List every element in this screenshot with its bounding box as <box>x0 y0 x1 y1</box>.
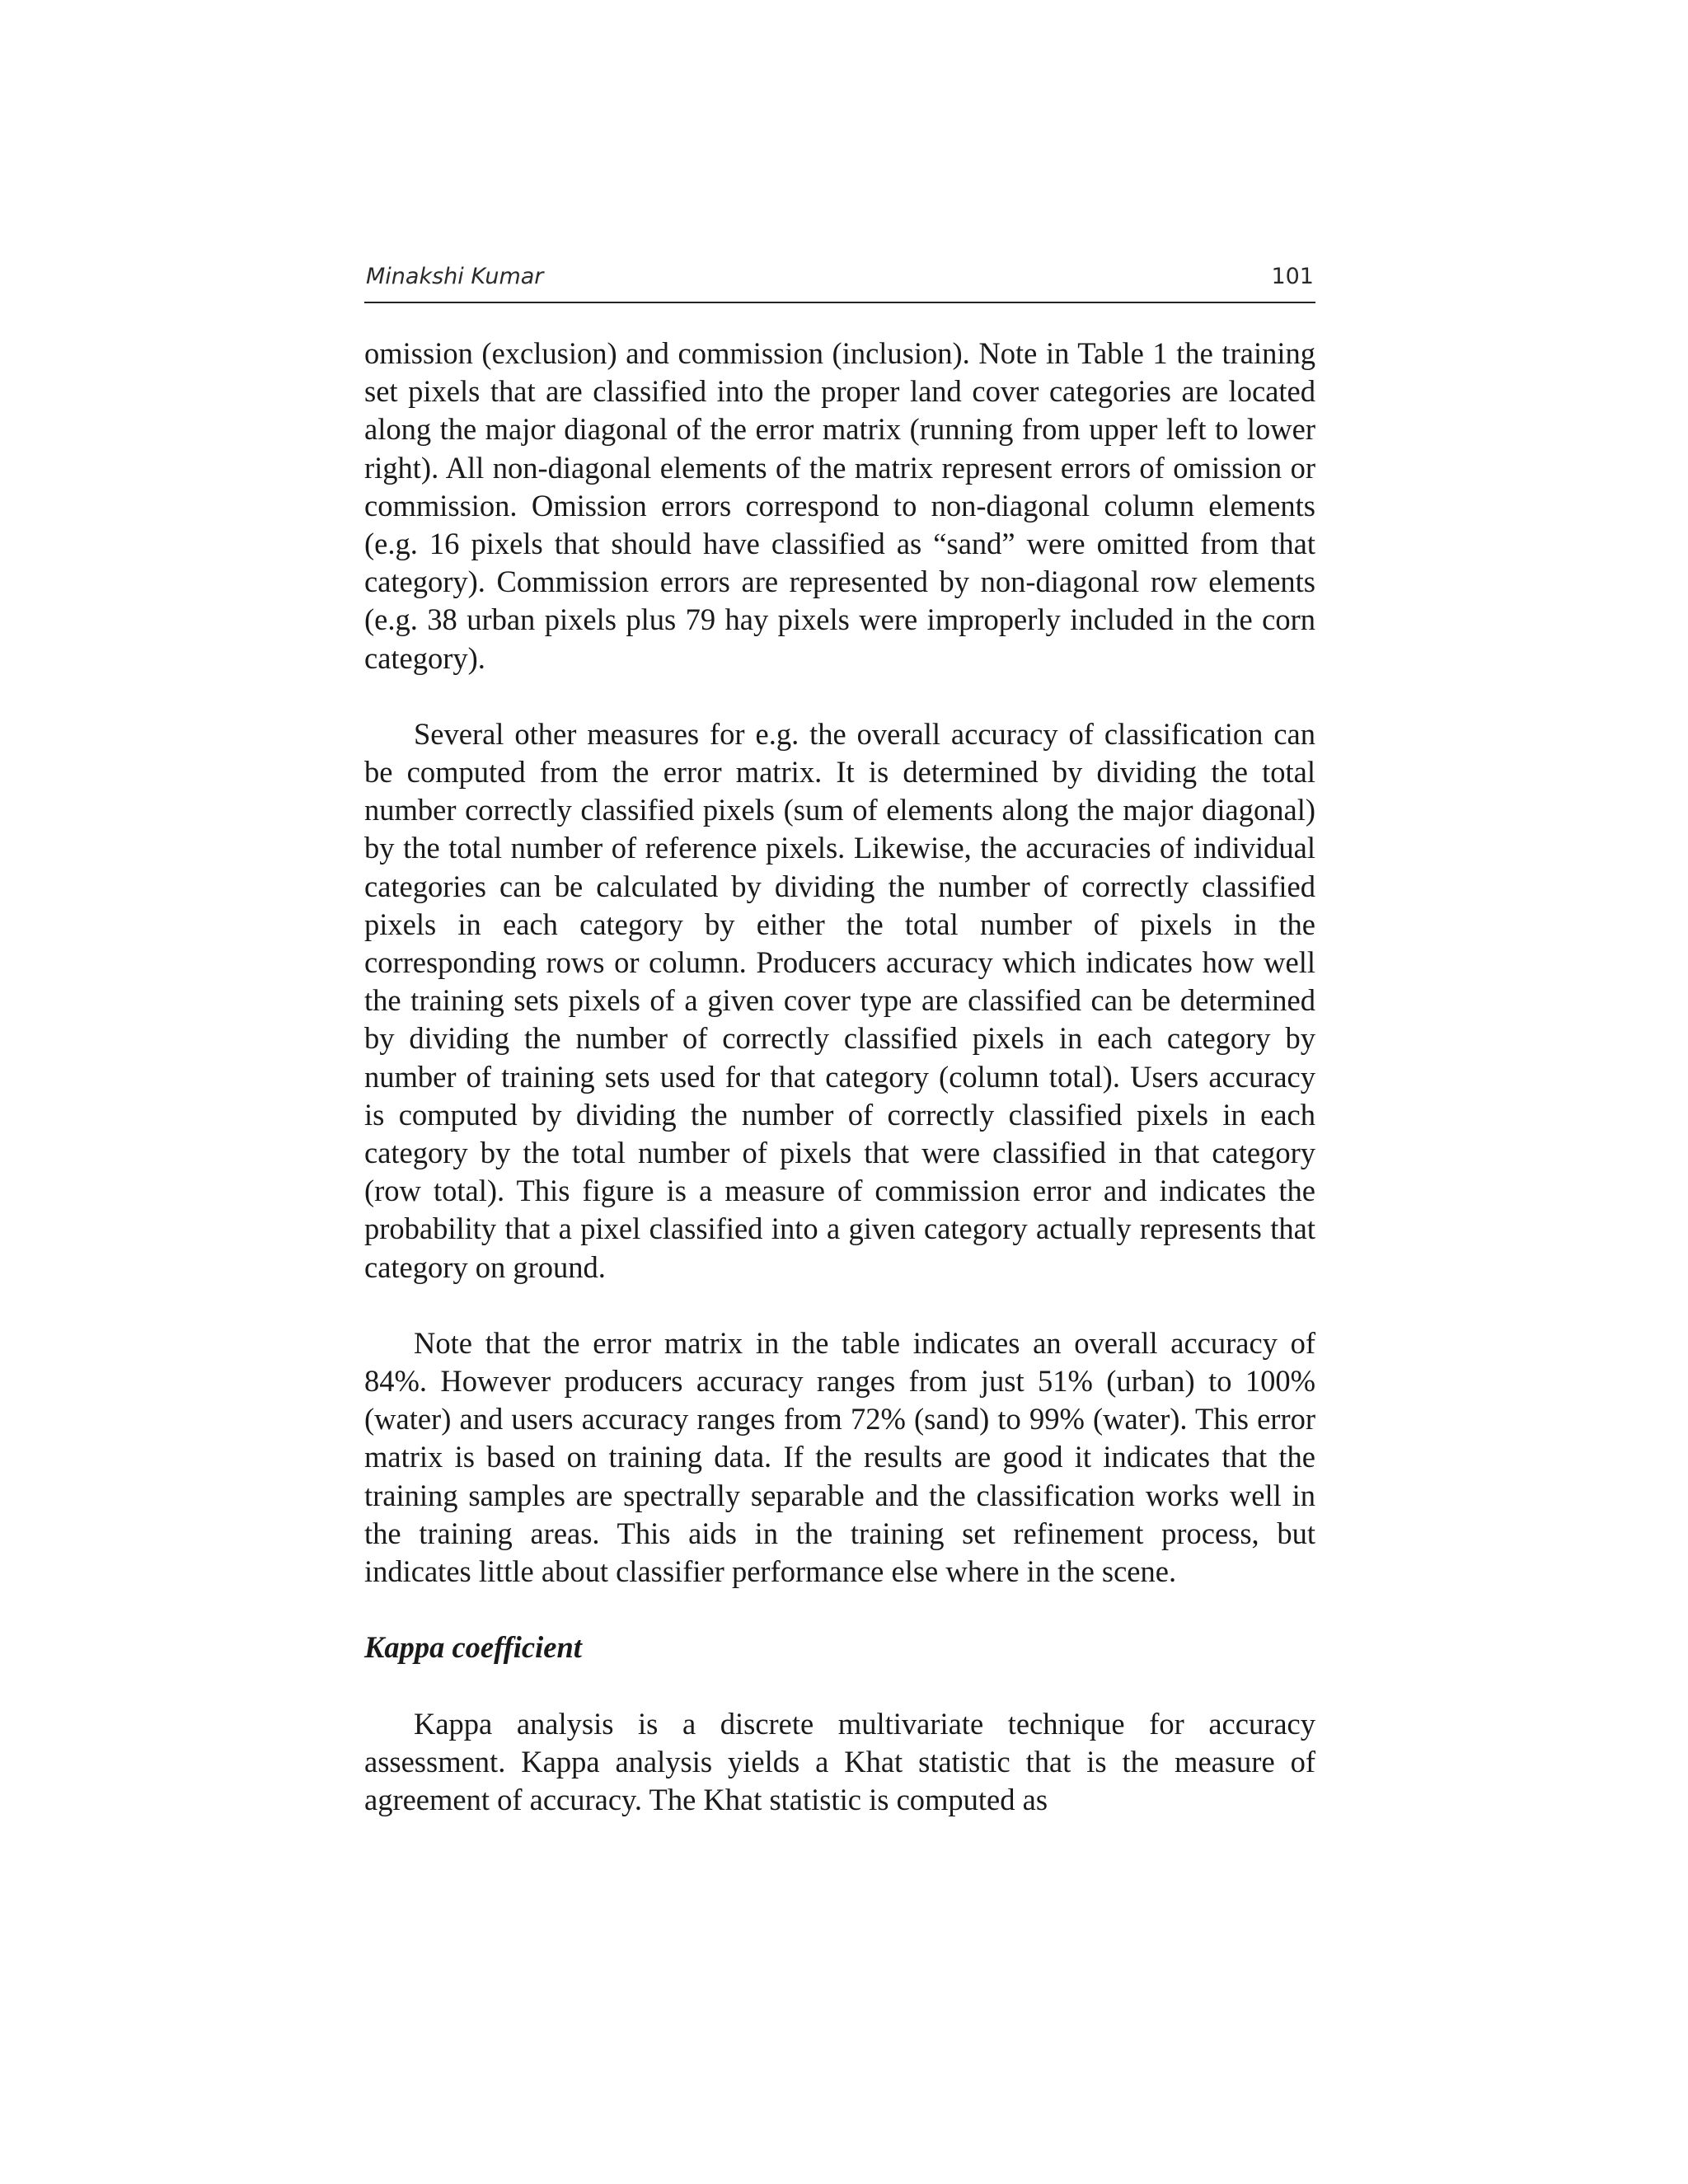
running-header <box>364 262 1315 303</box>
paragraph-kappa-analysis: Kappa analysis is a discrete multivariate technique for accuracy assessment. Kappa analysis yields a Khat statistic that is the measure of agreement of accuracy. The Khat statistic is computed as <box>364 1706 1315 1816</box>
paragraph-error-matrix-accuracy: Note that the error matrix in the table indicates an overall accuracy of 84%. However producers accuracy ranges from just 51% (urban) to 100% (water) and users accuracy ranges from 72% (sand) to 99% (water). This error matrix is based on training data. If the results are good it indicates that the training samples are spectrally separable and the classification works well in the training areas. This aids in the training set refinement process, but indicates little about classifier performance else where in the scene. <box>364 1325 1315 1589</box>
running-header-author: Minakshi Kumar <box>366 264 544 289</box>
document-page <box>364 262 1315 1819</box>
section-heading-kappa: Kappa coefficient <box>364 1630 582 1665</box>
paragraph-accuracy-measures: Several other measures for e.g. the overall accuracy of classification can be computed from the error matrix. It is determined by dividing the total number correctly classified pixels (sum of elements along the major diagonal) by the total number of reference pixels. Likewise, the accuracies of individual categories can be calculated by dividing the number of correctly classified pixels in each category by either the total number of pixels in the corresponding rows or column. Producers accuracy which indicates how well the training sets pixels of a given cover type are classified can be determined by dividing the number of correctly classified pixels in each category by number of training sets used for that category (column total). Users accuracy is computed by dividing the number of correctly classified pixels in each category by the total number of pixels that were classified in that category (row total). This figure is a measure of commission error and indicates the probability that a pixel classified into a given category actually represents that category on ground. <box>364 716 1315 1284</box>
page-number: 101 <box>1271 264 1314 289</box>
body-text <box>364 335 1315 1819</box>
paragraph-omission-commission: omission (exclusion) and commission (inclusion). Note in Table 1 the training set pixels that are classified into the proper land cover categories are located along the major diagonal of the error matrix (running from upper left to lower right). All non-diagonal elements of the matrix represent errors of omission or commission. Omission errors correspond to non-diagonal column elements (e.g. 16 pixels that should have classified as “sand” were omitted from that category). Commission errors are represented by non-diagonal row elements (e.g. 38 urban pixels plus 79 hay pixels were improperly included in the corn category). <box>364 336 1315 675</box>
